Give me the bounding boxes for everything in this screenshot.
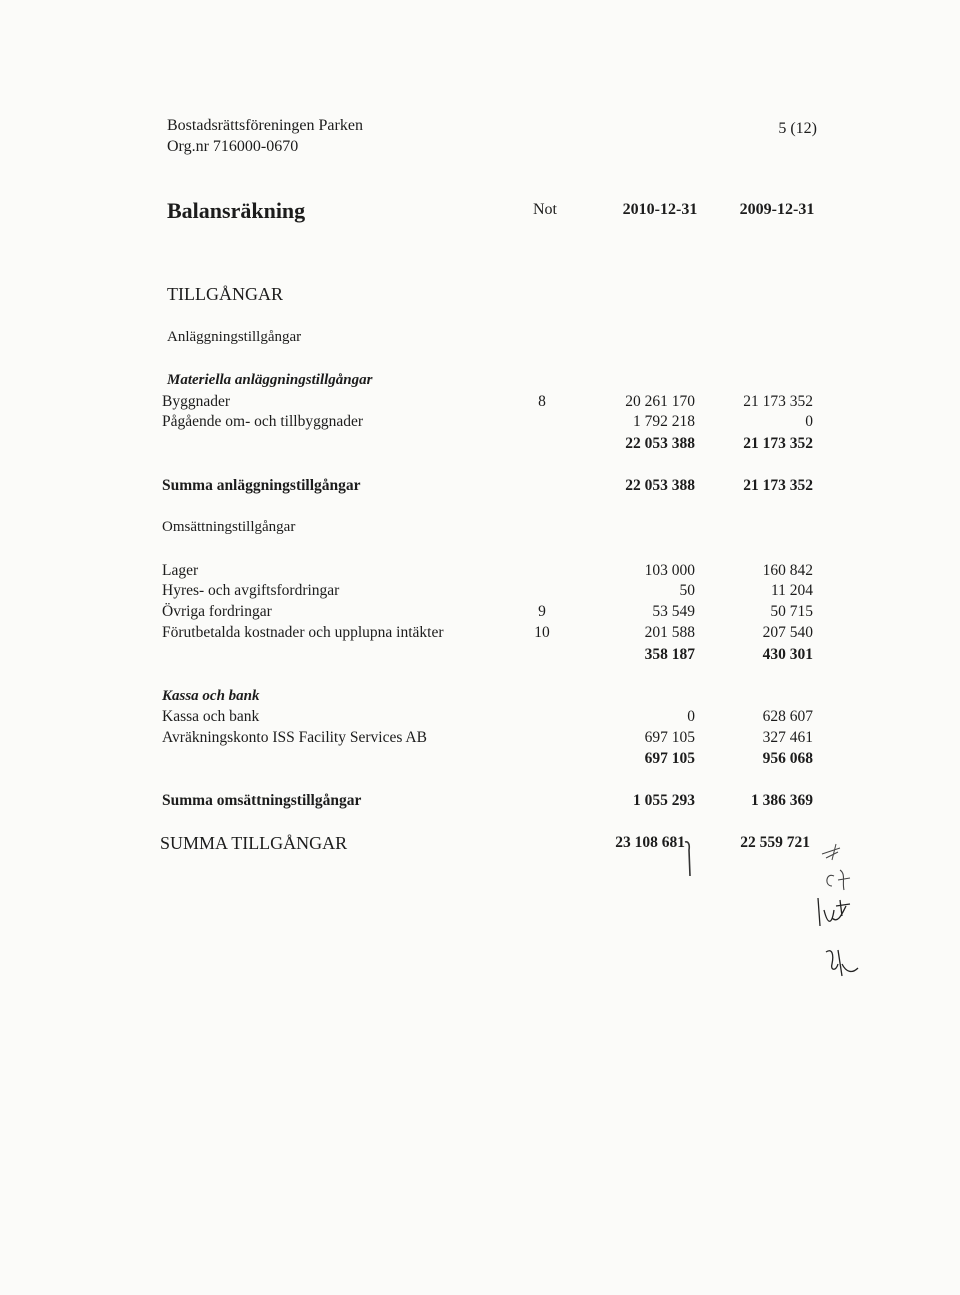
row-label: Förutbetalda kostnader och upplupna intäkter: [162, 624, 444, 641]
row-previous-value: 11 204: [770, 582, 813, 599]
row-current-value: 697 105: [644, 729, 695, 746]
page-number: 5 (12): [778, 120, 817, 137]
subtotal-previous-value: 430 301: [762, 646, 813, 663]
row-previous-value: 207 540: [762, 624, 813, 641]
fixed-assets-heading: Anläggningstillgångar: [167, 329, 302, 345]
grand-total-current-value: 23 108 681: [615, 834, 685, 851]
association-name: Bostadsrättsföreningen Parken: [167, 117, 363, 134]
subtotal-current-value: 697 105: [644, 750, 695, 767]
page-title: Balansräkning: [167, 198, 306, 223]
row-label: Kassa och bank: [162, 708, 260, 725]
total-label: Summa anläggningstillgångar: [162, 477, 361, 494]
handwritten-initials: [812, 840, 872, 1000]
row-current-value: 20 261 170: [625, 393, 695, 410]
row-note: 9: [538, 603, 546, 620]
row-current-value: 0: [687, 708, 695, 725]
total-previous-value: 21 173 352: [743, 477, 813, 494]
row-label: Pågående om- och tillbyggnader: [162, 413, 364, 430]
row-label: Övriga fordringar: [162, 603, 272, 620]
row-previous-value: 327 461: [762, 729, 813, 746]
total-current-value: 1 055 293: [633, 792, 695, 809]
row-previous-value: 0: [805, 413, 813, 430]
subtotal-current-value: 358 187: [644, 646, 695, 663]
total-current-value: 22 053 388: [625, 477, 695, 494]
row-previous-value: 160 842: [762, 562, 813, 579]
cash-bank-heading: Kassa och bank: [162, 688, 260, 704]
row-label: Avräkningskonto ISS Facility Services AB: [162, 729, 427, 746]
grand-total-label: SUMMA TILLGÅNGAR: [160, 833, 348, 853]
org-number: Org.nr 716000-0670: [167, 138, 299, 155]
total-label: Summa omsättningstillgångar: [162, 792, 362, 809]
row-label: Lager: [162, 562, 199, 579]
row-label: Hyres- och avgiftsfordringar: [162, 582, 340, 599]
row-current-value: 103 000: [644, 562, 695, 579]
previous-year-header: 2009-12-31: [739, 201, 815, 218]
assets-heading: TILLGÅNGAR: [167, 284, 283, 304]
row-note: 8: [538, 393, 546, 410]
subtotal-current-value: 22 053 388: [625, 435, 695, 452]
total-previous-value: 1 386 369: [751, 792, 813, 809]
row-previous-value: 21 173 352: [743, 393, 813, 410]
grand-total-previous-value: 22 559 721: [740, 834, 810, 851]
note-column-header: Not: [533, 201, 557, 218]
tangible-assets-heading: Materiella anläggningstillgångar: [167, 372, 373, 388]
row-current-value: 1 792 218: [633, 413, 695, 430]
current-year-header: 2010-12-31: [622, 201, 698, 218]
row-label: Byggnader: [162, 393, 231, 410]
row-current-value: 201 588: [644, 624, 695, 641]
row-previous-value: 628 607: [762, 708, 813, 725]
row-previous-value: 50 715: [770, 603, 813, 620]
subtotal-previous-value: 21 173 352: [743, 435, 813, 452]
row-current-value: 50: [679, 582, 695, 599]
current-assets-heading: Omsättningstillgångar: [162, 519, 296, 535]
handwritten-tick-mark: [682, 838, 696, 880]
subtotal-previous-value: 956 068: [762, 750, 813, 767]
row-current-value: 53 549: [652, 603, 695, 620]
row-note: 10: [534, 624, 550, 641]
